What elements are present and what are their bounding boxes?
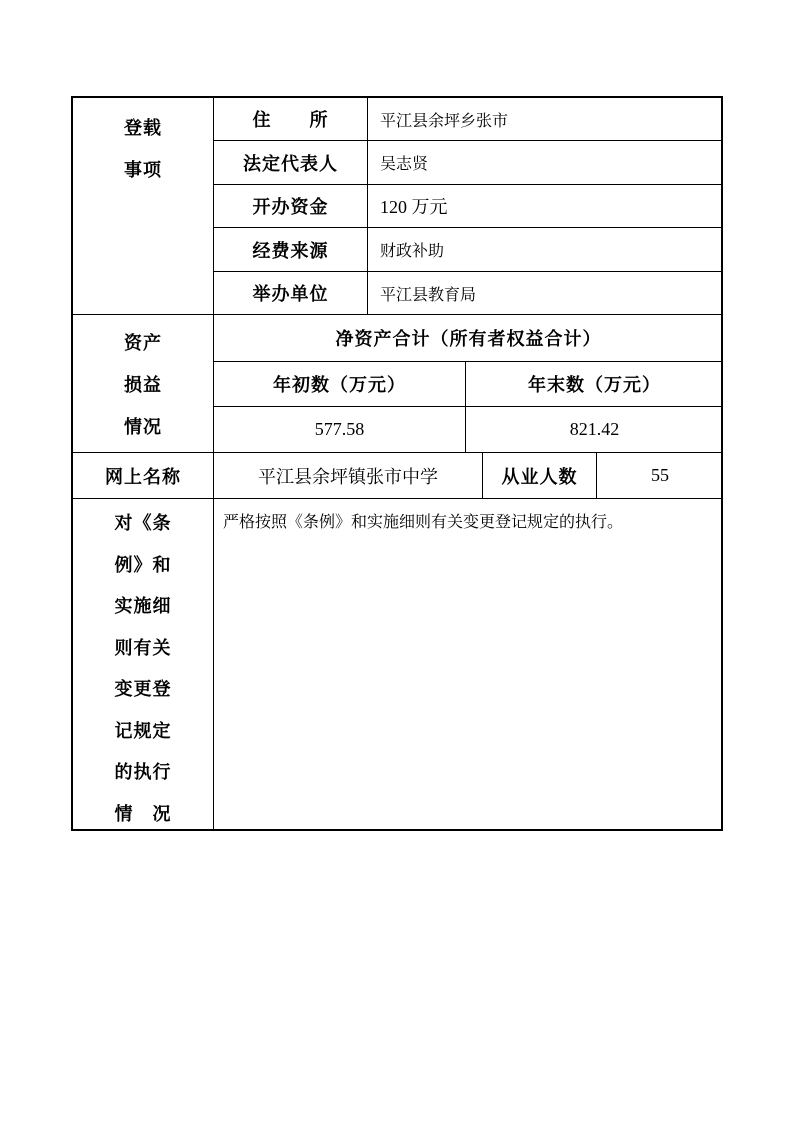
compliance-header-line: 对《条 <box>114 513 172 534</box>
year-begin-header: 年初数（万元） <box>273 375 406 396</box>
sponsor-unit-value: 平江县教育局 <box>380 284 477 304</box>
funding-source-label: 经费来源 <box>252 240 329 262</box>
online-name-value: 平江县余坪镇张市中学 <box>258 466 438 488</box>
registered-capital-value: 120 万元 <box>380 197 448 217</box>
year-end-header: 年末数（万元） <box>528 375 661 396</box>
net-assets-title: 净资产合计（所有者权益合计） <box>335 329 602 350</box>
compliance-text: 严格按照《条例》和实施细则有关变更登记规定的执行。 <box>223 512 624 531</box>
year-begin-value: 577.58 <box>314 419 365 439</box>
address-value: 平江县余坪乡张市 <box>380 110 509 130</box>
year-end-value: 821.42 <box>569 419 620 439</box>
registration-header-line: 登载 <box>124 118 162 139</box>
online-name-label: 网上名称 <box>105 466 181 488</box>
registered-capital-label: 开办资金 <box>252 197 329 218</box>
legal-representative-label: 法定代表人 <box>243 153 338 175</box>
assets-header-line: 情况 <box>124 417 162 438</box>
assets-header-line: 损益 <box>124 375 162 396</box>
compliance-header-line: 例》和 <box>114 554 172 576</box>
compliance-header-line: 变更登 <box>114 679 172 700</box>
registration-header-line: 事项 <box>124 160 162 181</box>
staff-count-label: 从业人数 <box>501 466 578 488</box>
compliance-section-header <box>73 499 213 831</box>
registration-form-table <box>71 96 723 831</box>
compliance-header-line: 实施细 <box>114 596 172 617</box>
registration-section-header <box>73 98 213 314</box>
funding-source-value: 财政补助 <box>380 241 445 260</box>
legal-representative-value: 吴志贤 <box>380 154 429 173</box>
compliance-header-line: 情 况 <box>114 803 172 825</box>
compliance-header-line: 则有关 <box>114 637 172 659</box>
assets-header-line: 资产 <box>124 333 162 354</box>
sponsor-unit-label: 举办单位 <box>252 284 329 305</box>
compliance-header-line: 的执行 <box>114 762 172 783</box>
address-label: 住 所 <box>252 110 329 131</box>
staff-count-value: 55 <box>651 465 669 485</box>
assets-section-header <box>73 315 213 452</box>
compliance-header-line: 记规定 <box>114 720 172 742</box>
